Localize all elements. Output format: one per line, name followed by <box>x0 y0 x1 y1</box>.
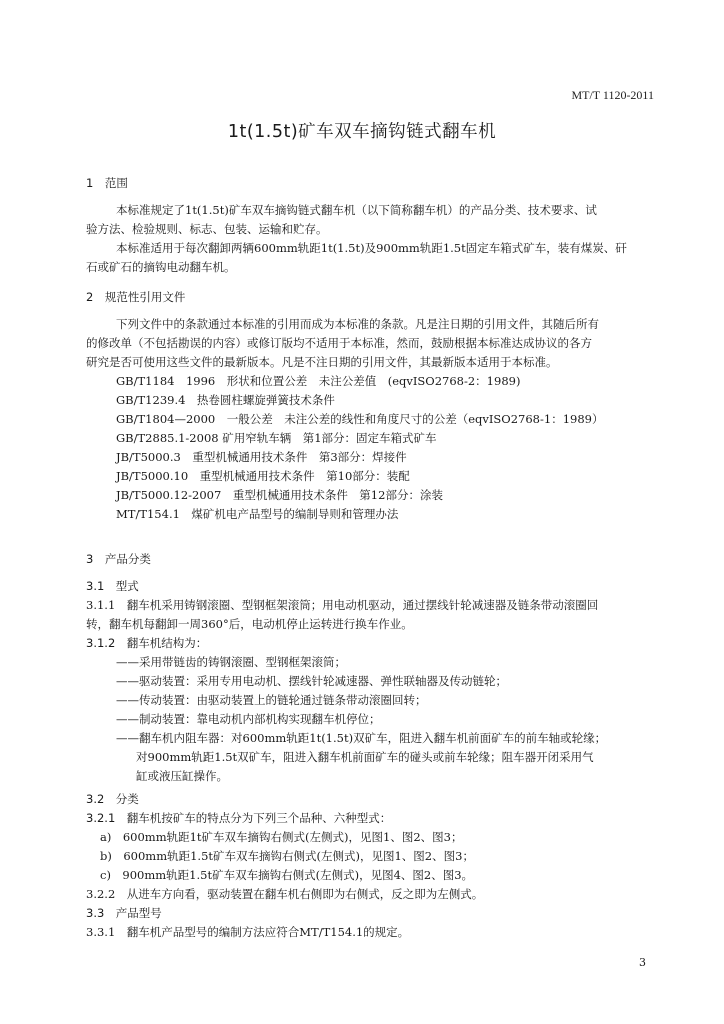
page-number: 3 <box>639 956 646 969</box>
list-item: a) 600mm轨距1t矿车双车摘钩右侧式(左侧式)，见图1、图2、图3； <box>100 830 463 844</box>
section-3-2-heading: 3.2 分类 <box>86 792 139 806</box>
paragraph-line: 石或矿石的摘钩电动翻车机。 <box>86 260 236 274</box>
list-item: b) 600mm轨距1.5t矿车双车摘钩右侧式(左侧式)，见图1、图2、图3； <box>100 849 474 863</box>
paragraph-line: 3.1.1 翻车机采用铸钢滚圈、型钢框架滚筒；用电动机驱动，通过摆线针轮减速器及链条带动滚圈回 <box>86 598 599 612</box>
reference-item: JB/T5000.3 重型机械通用技术条件 第3部分：焊接件 <box>116 450 407 464</box>
reference-item: GB/T2885.1-2008 矿用窄轨车辆 第1部分：固定车箱式矿车 <box>116 431 437 445</box>
paragraph-line: 本标准规定了1t(1.5t)矿车双车摘钩链式翻车机（以下简称翻车机）的产品分类、技术要求、试 <box>116 203 597 217</box>
list-item: ——制动装置：靠电动机内部机构实现翻车机停位； <box>116 712 381 726</box>
section-3-1-heading: 3.1 型式 <box>86 579 139 593</box>
list-item: c) 900mm轨距1.5t矿车双车摘钩右侧式(左侧式)，见图4、图2、图3。 <box>100 868 474 882</box>
paragraph-line: 研究是否可使用这些文件的最新版本。凡是不注日期的引用文件，其最新版本适用于本标准。 <box>86 355 558 369</box>
section-3-heading: 3 产品分类 <box>86 552 151 566</box>
list-item: ——采用带链齿的铸钢滚圈、型钢框架滚筒； <box>116 655 346 669</box>
list-item: ——传动装置：由驱动装置上的链轮通过链条带动滚圈回转； <box>116 693 427 707</box>
list-item-continuation: 缸或液压缸操作。 <box>136 769 228 783</box>
reference-item: GB/T1239.4 热卷圆柱螺旋弹簧技术条件 <box>116 393 335 407</box>
section-3-2-1-heading: 3.2.1 翻车机按矿车的特点分为下列三个品种、六种型式： <box>86 811 392 825</box>
standard-code: MT/T 1120-2011 <box>571 88 654 102</box>
reference-item: MT/T154.1 煤矿机电产品型号的编制导则和管理办法 <box>116 507 399 521</box>
section-2-heading: 2 规范性引用文件 <box>86 290 186 304</box>
reference-item: JB/T5000.12-2007 重型机械通用技术条件 第12部分：涂装 <box>116 488 443 502</box>
paragraph-line: 的修改单（不包括勘误的内容）或修订版均不适用于本标准，然而，鼓励根据本标准达成协议的各方 <box>86 336 592 350</box>
paragraph-line: 下列文件中的条款通过本标准的引用而成为本标准的条款。凡是注日期的引用文件，其随后所有 <box>116 317 599 331</box>
list-item: ——驱动装置：采用专用电动机、摆线针轮减速器、弹性联轴器及传动链轮； <box>116 674 507 688</box>
reference-item: JB/T5000.10 重型机械通用技术条件 第10部分：装配 <box>116 469 410 483</box>
paragraph-line: 本标准适用于每次翻卸两辆600mm轨距1t(1.5t)及900mm轨距1.5t固定车箱式矿车，装有煤炭、矸 <box>116 241 627 255</box>
list-item: ——翻车机内阻车器：对600mm轨距1t(1.5t)双矿车，阻进入翻车机前面矿车的前车轴或轮缘； <box>116 731 607 745</box>
reference-item: GB/T1804—2000 一般公差 未注公差的线性和角度尺寸的公差（eqvISO2768-1：1989） <box>116 412 604 426</box>
section-1-heading: 1 范围 <box>86 176 128 190</box>
paragraph-line: 转，翻车机每翻卸一周360°后，电动机停止运转进行换车作业。 <box>86 617 413 631</box>
section-3-1-2-heading: 3.1.2 翻车机结构为： <box>86 636 208 650</box>
list-item-continuation: 对900mm轨距1.5t双矿车，阻进入翻车机前面矿车的碰头或前车轮缘；阻车器开闭采用气 <box>136 750 594 764</box>
reference-item: GB/T1184 1996 形状和位置公差 未注公差值 (eqvISO2768-2：1989) <box>116 374 521 388</box>
paragraph-line: 验方法、检验规则、标志、包装、运输和贮存。 <box>86 222 328 236</box>
section-3-3-heading: 3.3 产品型号 <box>86 906 162 920</box>
document-title: 1t(1.5t)矿车双车摘钩链式翻车机 <box>227 122 497 142</box>
paragraph-line: 3.3.1 翻车机产品型号的编制方法应符合MT/T154.1的规定。 <box>86 925 410 939</box>
paragraph-line: 3.2.2 从进车方向看，驱动装置在翻车机右侧即为右侧式，反之即为左侧式。 <box>86 887 484 901</box>
